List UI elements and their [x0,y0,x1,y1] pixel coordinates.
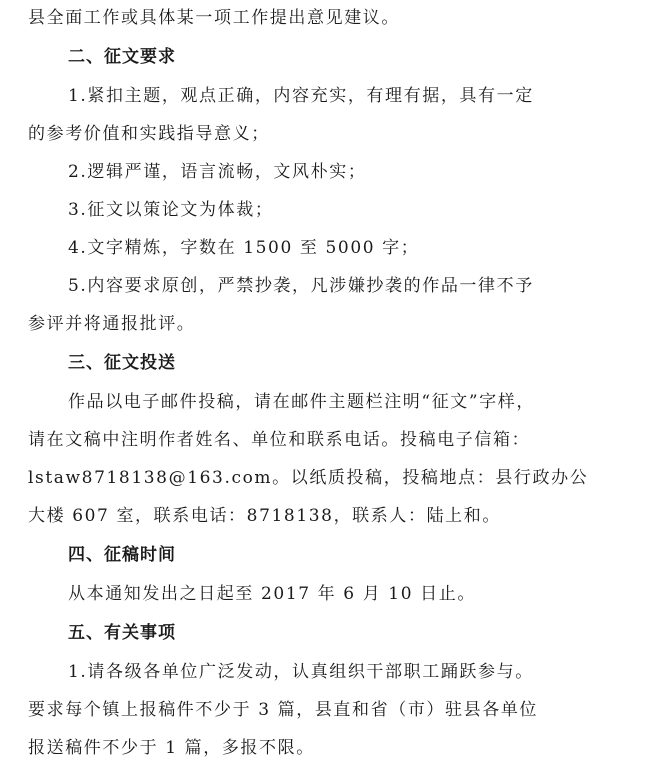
paragraph-line: 大楼 607 室，联系电话：8718138，联系人：陆上和。 [28,506,501,526]
paragraph-line: 县全面工作或具体某一项工作提出意见建议。 [28,8,400,28]
paragraph-line: 要求每个镇上报稿件不少于 3 篇，县直和省（市）驻县各单位 [28,700,539,720]
section-heading-requirements: 二、征文要求 [68,47,176,67]
paragraph-line: 5.内容要求原创，严禁抄袭，凡涉嫌抄袭的作品一律不予 [68,276,534,296]
section-heading-deadline: 四、征稿时间 [68,545,176,565]
paragraph-line: 作品以电子邮件投稿，请在邮件主题栏注明“征文”字样， [68,392,535,412]
section-heading-submission: 三、征文投送 [68,353,176,373]
paragraph-line: 4.文字精炼，字数在 1500 至 5000 字； [68,238,420,258]
paragraph-line: 从本通知发出之日起至 2017 年 6 月 10 日止。 [68,584,476,604]
paragraph-line: 报送稿件不少于 1 篇，多报不限。 [28,738,315,758]
paragraph-line: 1.紧扣主题，观点正确，内容充实，有理有据，具有一定 [68,86,534,106]
paragraph-line: lstaw8718138@163.com。以纸质投稿，投稿地点：县行政办公 [28,468,589,488]
paragraph-line: 请在文稿中注明作者姓名、单位和联系电话。投稿电子信箱： [28,430,531,450]
paragraph-line: 的参考价值和实践指导意义； [28,124,270,144]
section-heading-notes: 五、有关事项 [68,623,176,643]
paragraph-line: 参评并将通报批评。 [28,314,196,334]
paragraph-line: 3.征文以策论文为体裁； [68,200,274,220]
paragraph-line: 1.请各级各单位广泛发动，认真组织干部职工踊跃参与。 [68,662,534,682]
paragraph-line: 2.逻辑严谨，语言流畅，文风朴实； [68,162,367,182]
